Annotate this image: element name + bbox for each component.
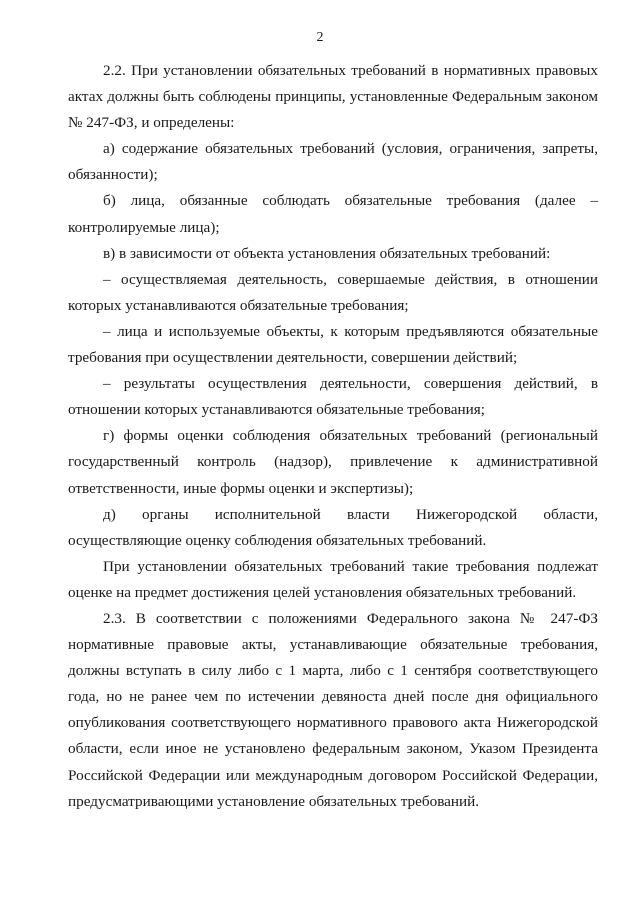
paragraph-dash-results: – результаты осуществления деятельности, совершения действий, в отношении которых устанавливаются обязательные требования; <box>68 375 598 419</box>
paragraph-dash-activity: – осуществляемая деятельность, совершаемые действия, в отношении которых устанавливаются обязательные требования; <box>68 270 598 314</box>
paragraph-item-d: д) органы исполнительной власти Нижегородской области, осуществляющие оценку соблюдения обязательных требований. <box>68 505 598 549</box>
paragraph-item-a: а) содержание обязательных требований (условия, ограничения, запреты, обязанности); <box>68 140 598 184</box>
paragraph-item-g: г) формы оценки соблюдения обязательных требований (региональный государственный контроль (надзор), привлечение к административной ответственности, иные формы оценки и экспертизы); <box>68 427 598 497</box>
page-number: 2 <box>316 30 324 45</box>
paragraph-item-b: б) лица, обязанные соблюдать обязательные требования (далее – контролируемые лица); <box>68 192 598 236</box>
paragraph-assessment: При установлении обязательных требований такие требования подлежат оценке на предмет достижения целей установления обязательных требований. <box>68 557 598 601</box>
paragraph-item-v: в) в зависимости от объекта установления обязательных требований: <box>103 244 551 262</box>
document-body <box>68 58 598 815</box>
paragraph-2-3: 2.3. В соответствии с положениями Федерального закона № 247-ФЗ нормативные правовые акты, устанавливающие обязательные требования, должны вступать в силу либо с 1 марта, либо с 1 сентября соответствующего года, но не ранее чем по истечении девяноста дней после дня официального опубликования соответствующего нормативного правового акта Нижегородской области, если иное не установлено федеральным законом, Указом Президента Российской Федерации или международным договором Российской Федерации, предусматривающими установление обязательных требований. <box>68 609 598 810</box>
paragraph-2-2: 2.2. При установлении обязательных требований в нормативных правовых актах должны быть соблюдены принципы, установленные Федеральным законом № 247-ФЗ, и определены: <box>68 62 598 132</box>
paragraph-dash-objects: – лица и используемые объекты, к которым предъявляются обязательные требования при осуществлении деятельности, совершении действий; <box>68 322 598 367</box>
